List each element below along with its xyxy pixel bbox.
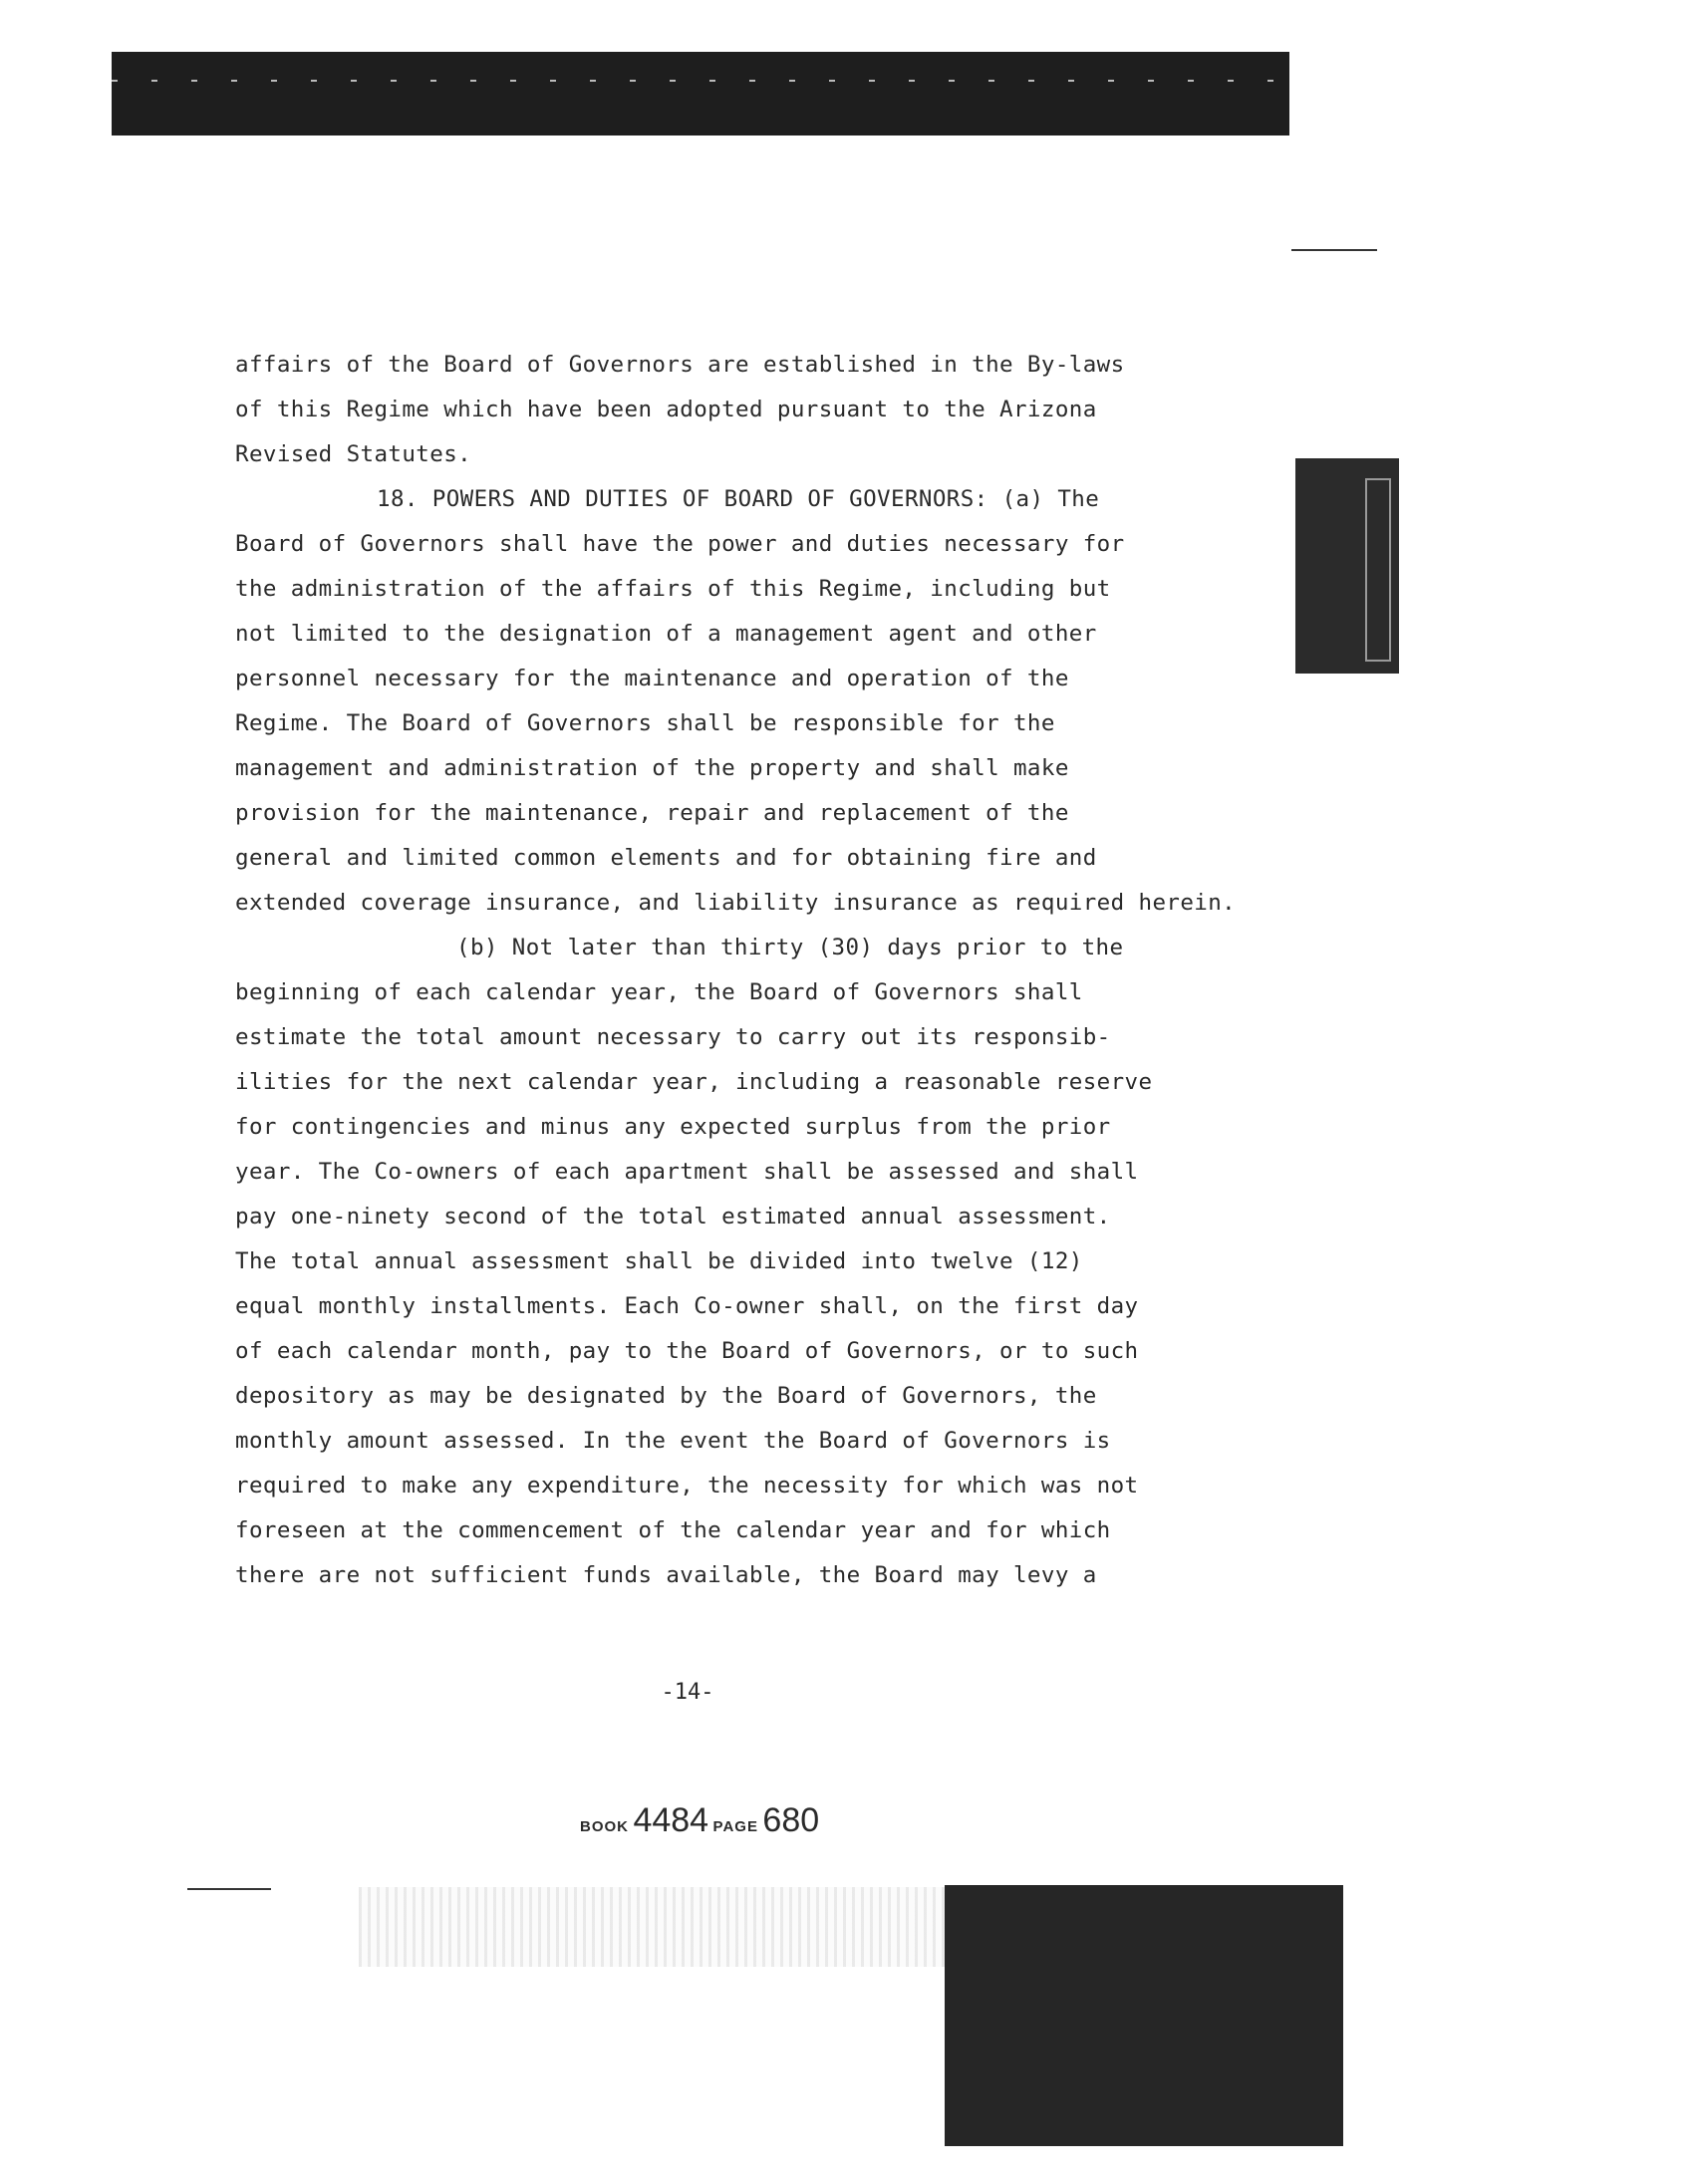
text-line: year. The Co-owners of each apartment shall be assessed and shall <box>235 1159 1139 1185</box>
text-line: general and limited common elements and for obtaining fire and <box>235 845 1097 871</box>
text-line: Board of Governors shall have the power and duties necessary for <box>235 531 1125 557</box>
scan-artifact-top-bar <box>112 52 1289 136</box>
page-label: PAGE <box>712 1818 758 1835</box>
text-line: provision for the maintenance, repair and replacement of the <box>235 800 1069 826</box>
scan-artifact-bottom-block <box>945 1885 1343 2146</box>
text-line: the administration of the affairs of this Regime, including but <box>235 576 1111 602</box>
page-ref-number: 680 <box>762 1801 820 1839</box>
document-body <box>235 343 1271 1598</box>
text-line: for contingencies and minus any expected surplus from the prior <box>235 1114 1111 1140</box>
text-line: extended coverage insurance, and liability insurance as required herein. <box>235 890 1237 916</box>
subsection-line: (b) Not later than thirty (30) days prior to the <box>456 935 1124 960</box>
text-line: Revised Statutes. <box>235 441 472 467</box>
page-number: -14- <box>661 1680 714 1705</box>
text-line: Regime. The Board of Governors shall be responsible for the <box>235 710 1055 736</box>
text-line: pay one-ninety second of the total estimated annual assessment. <box>235 1204 1111 1229</box>
text-line: of each calendar month, pay to the Board of Governors, or to such <box>235 1338 1139 1364</box>
text-line: The total annual assessment shall be divided into twelve (12) <box>235 1248 1083 1274</box>
text-line: monthly amount assessed. In the event the Board of Governors is <box>235 1428 1111 1454</box>
scan-artifact-bottom-noise <box>359 1887 947 1967</box>
text-line: affairs of the Board of Governors are established in the By-laws <box>235 352 1125 378</box>
text-line: required to make any expenditure, the necessity for which was not <box>235 1473 1139 1499</box>
book-number: 4484 <box>633 1801 709 1839</box>
text-line: not limited to the designation of a management agent and other <box>235 621 1097 647</box>
text-line: foreseen at the commencement of the calendar year and for which <box>235 1517 1111 1543</box>
text-line: beginning of each calendar year, the Board of Governors shall <box>235 979 1083 1005</box>
scan-artifact-rule <box>1291 249 1377 251</box>
text-line: equal monthly installments. Each Co-owner shall, on the first day <box>235 1293 1139 1319</box>
scan-artifact-right-block <box>1295 458 1399 674</box>
scan-artifact-rule-bottom <box>187 1888 271 1890</box>
book-label: BOOK <box>580 1818 629 1835</box>
text-line: ilities for the next calendar year, including a reasonable reserve <box>235 1069 1153 1095</box>
text-line: management and administration of the property and shall make <box>235 755 1069 781</box>
book-page-stamp <box>580 1801 819 1840</box>
text-line: estimate the total amount necessary to carry out its responsib- <box>235 1024 1111 1050</box>
text-line: personnel necessary for the maintenance and operation of the <box>235 666 1069 691</box>
text-line: depository as may be designated by the Board of Governors, the <box>235 1383 1097 1409</box>
section-heading-line: 18. POWERS AND DUTIES OF BOARD OF GOVERNORS: (a) The <box>377 486 1100 512</box>
text-line: there are not sufficient funds available, the Board may levy a <box>235 1562 1097 1588</box>
text-line: of this Regime which have been adopted pursuant to the Arizona <box>235 397 1097 422</box>
